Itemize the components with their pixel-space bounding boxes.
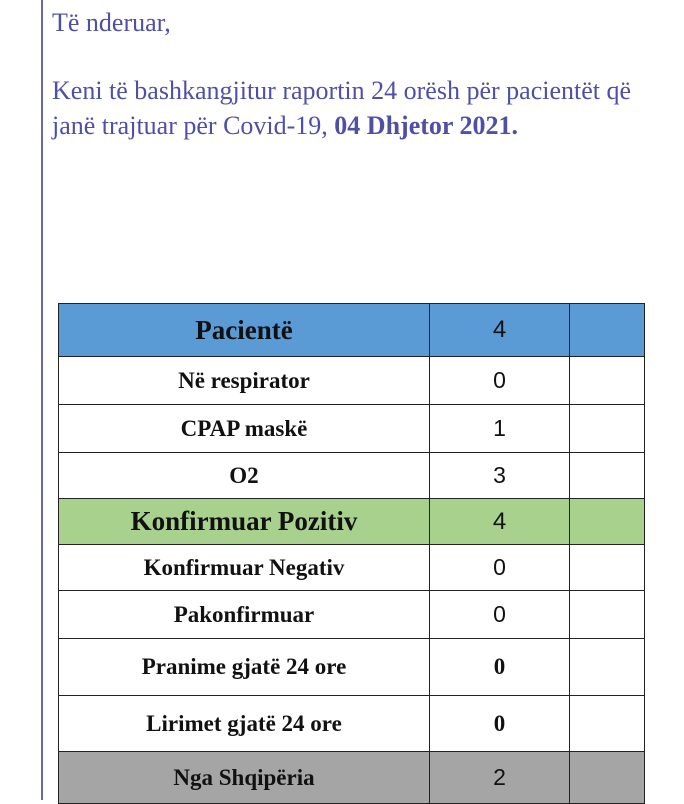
row-label: Konfirmuar Negativ (59, 545, 430, 591)
row-extra (570, 499, 645, 545)
row-label: Pakonfirmuar (59, 591, 430, 639)
intro-text: Keni të bashkangjitur raportin 24 orësh për pacientët që janë trajtuar për Covid-19, (52, 76, 632, 140)
row-label: CPAP maskë (59, 405, 430, 453)
row-label: Konfirmuar Pozitiv (59, 499, 430, 545)
row-value: 0 (430, 639, 570, 696)
row-extra (570, 696, 645, 752)
row-value: 2 (430, 752, 570, 804)
row-label: Nga Shqipëria (59, 752, 430, 804)
table-row-confirmed-negative (59, 545, 645, 591)
table-row-o2 (59, 453, 645, 499)
row-label: O2 (59, 453, 430, 499)
row-extra (570, 453, 645, 499)
row-value: 0 (430, 357, 570, 405)
table-row-cpap (59, 405, 645, 453)
row-value: 0 (430, 591, 570, 639)
table-row-from-albania (59, 752, 645, 804)
row-extra (570, 639, 645, 696)
row-extra (570, 357, 645, 405)
table-row-admissions (59, 639, 645, 696)
row-extra (570, 752, 645, 804)
greeting: Të nderuar, (52, 8, 171, 37)
table-row-respirator (59, 357, 645, 405)
row-label: Në respirator (59, 357, 430, 405)
row-value: 1 (430, 405, 570, 453)
table-row-confirmed-positive (59, 499, 645, 545)
table-row-patients (59, 304, 645, 357)
report-date: 04 Dhjetor 2021. (334, 111, 518, 140)
table-row-discharges (59, 696, 645, 752)
row-extra (570, 304, 645, 357)
row-extra (570, 405, 645, 453)
row-label: Pranime gjatë 24 ore (59, 639, 430, 696)
row-value: 4 (430, 304, 570, 357)
row-extra (570, 591, 645, 639)
row-value: 3 (430, 453, 570, 499)
covid-report-table (58, 303, 645, 804)
row-value: 0 (430, 545, 570, 591)
row-label: Lirimet gjatë 24 ore (59, 696, 430, 752)
left-margin-rule (41, 0, 43, 800)
intro-paragraph (52, 73, 677, 143)
row-value: 4 (430, 499, 570, 545)
row-label: Pacientë (59, 304, 430, 357)
table-row-unconfirmed (59, 591, 645, 639)
row-extra (570, 545, 645, 591)
row-value: 0 (430, 696, 570, 752)
